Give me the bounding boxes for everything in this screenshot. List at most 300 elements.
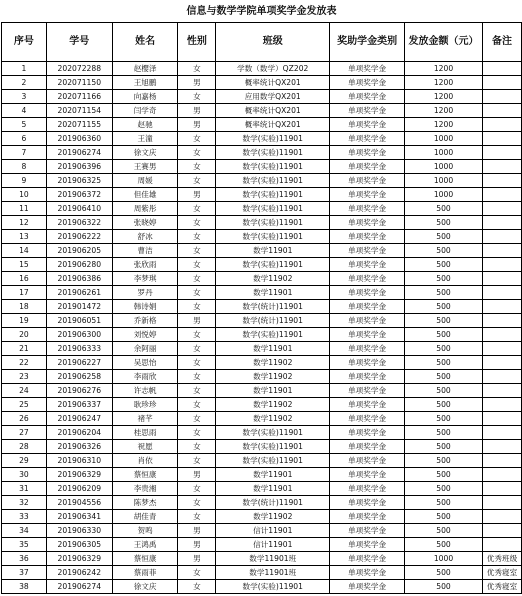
cell-student-id[interactable]: 202071150 [46,76,112,90]
cell-class[interactable]: 数学(实验)11901 [216,258,330,272]
cell-remark[interactable] [482,90,521,104]
cell-student-id[interactable]: 201906310 [46,454,112,468]
cell-gender[interactable]: 男 [178,524,216,538]
cell-index[interactable]: 28 [2,440,47,454]
cell-amount[interactable]: 500 [405,286,483,300]
cell-class[interactable]: 信计11901 [216,538,330,552]
cell-remark[interactable] [482,538,521,552]
cell-gender[interactable]: 女 [178,370,216,384]
cell-index[interactable]: 12 [2,216,47,230]
cell-index[interactable]: 17 [2,286,47,300]
cell-index[interactable]: 33 [2,510,47,524]
cell-index[interactable]: 32 [2,496,47,510]
cell-gender[interactable]: 男 [178,538,216,552]
cell-remark[interactable] [482,300,521,314]
cell-index[interactable]: 25 [2,398,47,412]
cell-class[interactable]: 数学(实验)11901 [216,202,330,216]
cell-award-type[interactable]: 单项奖学金 [330,300,405,314]
cell-award-type[interactable]: 单项奖学金 [330,90,405,104]
cell-name[interactable]: 李雨欣 [112,370,178,384]
cell-award-type[interactable]: 单项奖学金 [330,62,405,76]
cell-index[interactable]: 19 [2,314,47,328]
cell-award-type[interactable]: 单项奖学金 [330,104,405,118]
cell-remark[interactable] [482,146,521,160]
cell-name[interactable]: 韩诗娟 [112,300,178,314]
cell-amount[interactable]: 500 [405,342,483,356]
cell-amount[interactable]: 1000 [405,146,483,160]
cell-award-type[interactable]: 单项奖学金 [330,356,405,370]
cell-gender[interactable]: 女 [178,160,216,174]
cell-award-type[interactable]: 单项奖学金 [330,132,405,146]
cell-gender[interactable]: 女 [178,216,216,230]
cell-student-id[interactable]: 201906274 [46,146,112,160]
cell-remark[interactable] [482,496,521,510]
cell-gender[interactable]: 男 [178,118,216,132]
cell-class[interactable]: 数学(实验)11901 [216,174,330,188]
cell-index[interactable]: 22 [2,356,47,370]
cell-award-type[interactable]: 单项奖学金 [330,552,405,566]
cell-name[interactable]: 胡佳青 [112,510,178,524]
cell-remark[interactable] [482,174,521,188]
cell-remark[interactable] [482,440,521,454]
header-name[interactable]: 姓名 [112,23,178,62]
cell-remark[interactable] [482,188,521,202]
cell-award-type[interactable]: 单项奖学金 [330,482,405,496]
cell-gender[interactable]: 女 [178,146,216,160]
cell-name[interactable]: 乔新格 [112,314,178,328]
cell-award-type[interactable]: 单项奖学金 [330,454,405,468]
cell-award-type[interactable]: 单项奖学金 [330,328,405,342]
cell-amount[interactable]: 500 [405,370,483,384]
cell-remark[interactable]: 优秀班级 [482,552,521,566]
cell-class[interactable]: 数学11901 [216,286,330,300]
cell-class[interactable]: 数学(实验)11901 [216,216,330,230]
cell-gender[interactable]: 女 [178,328,216,342]
cell-remark[interactable] [482,510,521,524]
cell-gender[interactable]: 男 [178,104,216,118]
cell-gender[interactable]: 女 [178,426,216,440]
cell-name[interactable]: 余阿丽 [112,342,178,356]
cell-amount[interactable]: 1200 [405,76,483,90]
cell-name[interactable]: 闫学奇 [112,104,178,118]
cell-student-id[interactable]: 201906242 [46,566,112,580]
cell-award-type[interactable]: 单项奖学金 [330,370,405,384]
cell-name[interactable]: 许志帆 [112,384,178,398]
cell-student-id[interactable]: 201906329 [46,552,112,566]
cell-index[interactable]: 18 [2,300,47,314]
cell-class[interactable]: 数学11901班 [216,566,330,580]
cell-student-id[interactable]: 201906247 [46,412,112,426]
cell-gender[interactable]: 女 [178,258,216,272]
cell-gender[interactable]: 女 [178,356,216,370]
cell-remark[interactable]: 优秀寝室 [482,580,521,594]
cell-gender[interactable]: 女 [178,482,216,496]
cell-class[interactable]: 数学(统计)11901 [216,496,330,510]
cell-remark[interactable] [482,524,521,538]
cell-remark[interactable] [482,468,521,482]
cell-class[interactable]: 概率统计QX201 [216,104,330,118]
cell-name[interactable]: 周紫彤 [112,202,178,216]
cell-amount[interactable]: 1200 [405,62,483,76]
cell-name[interactable]: 王鸿禹 [112,538,178,552]
cell-award-type[interactable]: 单项奖学金 [330,258,405,272]
cell-award-type[interactable]: 单项奖学金 [330,272,405,286]
cell-name[interactable]: 徐文庆 [112,580,178,594]
cell-name[interactable]: 刘悦婷 [112,328,178,342]
cell-class[interactable]: 信计11901 [216,524,330,538]
cell-student-id[interactable]: 202071166 [46,90,112,104]
cell-index[interactable]: 11 [2,202,47,216]
cell-student-id[interactable]: 201906280 [46,258,112,272]
cell-index[interactable]: 5 [2,118,47,132]
cell-index[interactable]: 26 [2,412,47,426]
cell-name[interactable]: 陈梦杰 [112,496,178,510]
cell-student-id[interactable]: 202071154 [46,104,112,118]
cell-remark[interactable] [482,342,521,356]
cell-class[interactable]: 应用数学QX201 [216,90,330,104]
cell-student-id[interactable]: 201901472 [46,300,112,314]
cell-index[interactable]: 3 [2,90,47,104]
cell-amount[interactable]: 500 [405,510,483,524]
cell-remark[interactable] [482,370,521,384]
cell-index[interactable]: 37 [2,566,47,580]
cell-student-id[interactable]: 201906300 [46,328,112,342]
cell-remark[interactable] [482,272,521,286]
header-gender[interactable]: 性别 [178,23,216,62]
cell-award-type[interactable]: 单项奖学金 [330,286,405,300]
cell-name[interactable]: 赵樱泽 [112,62,178,76]
cell-student-id[interactable]: 201906222 [46,230,112,244]
cell-award-type[interactable]: 单项奖学金 [330,496,405,510]
cell-gender[interactable]: 男 [178,552,216,566]
cell-amount[interactable]: 500 [405,580,483,594]
cell-remark[interactable] [482,398,521,412]
sheet-title[interactable]: 信息与数学学院单项奖学金发放表 [2,1,522,23]
cell-student-id[interactable]: 201906227 [46,356,112,370]
cell-student-id[interactable]: 201906326 [46,440,112,454]
cell-student-id[interactable]: 201906329 [46,468,112,482]
cell-name[interactable]: 吴思怡 [112,356,178,370]
cell-gender[interactable]: 女 [178,244,216,258]
cell-name[interactable]: 桂思雨 [112,426,178,440]
cell-class[interactable]: 数学11901班 [216,552,330,566]
cell-award-type[interactable]: 单项奖学金 [330,202,405,216]
header-student-id[interactable]: 学号 [46,23,112,62]
cell-student-id[interactable]: 201906276 [46,384,112,398]
header-class[interactable]: 班级 [216,23,330,62]
header-award-type[interactable]: 奖助学金类别 [330,23,405,62]
cell-name[interactable]: 舒冰 [112,230,178,244]
cell-index[interactable]: 30 [2,468,47,482]
cell-index[interactable]: 15 [2,258,47,272]
cell-student-id[interactable]: 201906396 [46,160,112,174]
cell-index[interactable]: 24 [2,384,47,398]
cell-award-type[interactable]: 单项奖学金 [330,146,405,160]
cell-index[interactable]: 38 [2,580,47,594]
cell-remark[interactable] [482,314,521,328]
cell-gender[interactable]: 女 [178,496,216,510]
cell-student-id[interactable]: 201906051 [46,314,112,328]
cell-award-type[interactable]: 单项奖学金 [330,510,405,524]
cell-award-type[interactable]: 单项奖学金 [330,384,405,398]
cell-remark[interactable] [482,258,521,272]
cell-award-type[interactable]: 单项奖学金 [330,314,405,328]
cell-index[interactable]: 13 [2,230,47,244]
cell-class[interactable]: 数学(实验)11901 [216,580,330,594]
cell-index[interactable]: 1 [2,62,47,76]
cell-amount[interactable]: 500 [405,440,483,454]
cell-index[interactable]: 27 [2,426,47,440]
cell-class[interactable]: 数学(统计)11901 [216,300,330,314]
cell-class[interactable]: 数学(实验)11901 [216,146,330,160]
cell-gender[interactable]: 女 [178,412,216,426]
cell-gender[interactable]: 男 [178,468,216,482]
cell-name[interactable]: 贺鸣 [112,524,178,538]
cell-class[interactable]: 数学(实验)11901 [216,188,330,202]
cell-amount[interactable]: 500 [405,538,483,552]
cell-index[interactable]: 31 [2,482,47,496]
cell-name[interactable]: 向嘉杨 [112,90,178,104]
cell-class[interactable]: 数学11902 [216,356,330,370]
cell-student-id[interactable]: 201906360 [46,132,112,146]
cell-remark[interactable] [482,160,521,174]
cell-remark[interactable] [482,132,521,146]
cell-class[interactable]: 概率统计QX201 [216,76,330,90]
cell-gender[interactable]: 女 [178,90,216,104]
cell-index[interactable]: 14 [2,244,47,258]
cell-gender[interactable]: 女 [178,272,216,286]
cell-gender[interactable]: 男 [178,314,216,328]
cell-amount[interactable]: 1000 [405,552,483,566]
cell-gender[interactable]: 男 [178,76,216,90]
cell-index[interactable]: 8 [2,160,47,174]
cell-index[interactable]: 29 [2,454,47,468]
cell-amount[interactable]: 500 [405,412,483,426]
cell-index[interactable]: 20 [2,328,47,342]
cell-amount[interactable]: 500 [405,496,483,510]
cell-name[interactable]: 祝愿 [112,440,178,454]
cell-class[interactable]: 数学(实验)11901 [216,426,330,440]
cell-amount[interactable]: 500 [405,314,483,328]
cell-name[interactable]: 罗丹 [112,286,178,300]
cell-student-id[interactable]: 201906337 [46,398,112,412]
cell-amount[interactable]: 500 [405,524,483,538]
cell-award-type[interactable]: 单项奖学金 [330,426,405,440]
cell-award-type[interactable]: 单项奖学金 [330,412,405,426]
cell-award-type[interactable]: 单项奖学金 [330,160,405,174]
cell-amount[interactable]: 1200 [405,118,483,132]
cell-class[interactable]: 数学11901 [216,244,330,258]
cell-amount[interactable]: 500 [405,328,483,342]
cell-class[interactable]: 数学11902 [216,370,330,384]
cell-student-id[interactable]: 201906305 [46,538,112,552]
cell-student-id[interactable]: 202072288 [46,62,112,76]
cell-gender[interactable]: 女 [178,230,216,244]
header-amount[interactable]: 发放金额（元） [405,23,483,62]
cell-gender[interactable]: 女 [178,174,216,188]
cell-student-id[interactable]: 201906204 [46,426,112,440]
cell-gender[interactable]: 男 [178,188,216,202]
cell-award-type[interactable]: 单项奖学金 [330,566,405,580]
cell-student-id[interactable]: 201906258 [46,370,112,384]
cell-remark[interactable] [482,118,521,132]
cell-class[interactable]: 数学11902 [216,272,330,286]
cell-name[interactable]: 王旭鹏 [112,76,178,90]
cell-gender[interactable]: 女 [178,202,216,216]
cell-remark[interactable] [482,412,521,426]
cell-index[interactable]: 34 [2,524,47,538]
cell-index[interactable]: 7 [2,146,47,160]
cell-remark[interactable] [482,356,521,370]
cell-index[interactable]: 23 [2,370,47,384]
cell-student-id[interactable]: 201906410 [46,202,112,216]
cell-index[interactable]: 21 [2,342,47,356]
cell-award-type[interactable]: 单项奖学金 [330,118,405,132]
cell-name[interactable]: 肖依 [112,454,178,468]
cell-index[interactable]: 2 [2,76,47,90]
cell-amount[interactable]: 1000 [405,132,483,146]
cell-amount[interactable]: 500 [405,356,483,370]
cell-student-id[interactable]: 201906325 [46,174,112,188]
cell-amount[interactable]: 500 [405,482,483,496]
cell-award-type[interactable]: 单项奖学金 [330,524,405,538]
cell-index[interactable]: 16 [2,272,47,286]
cell-student-id[interactable]: 201906205 [46,244,112,258]
cell-student-id[interactable]: 201906333 [46,342,112,356]
cell-student-id[interactable]: 202071155 [46,118,112,132]
cell-amount[interactable]: 500 [405,384,483,398]
cell-amount[interactable]: 1000 [405,188,483,202]
cell-class[interactable]: 数学11902 [216,398,330,412]
cell-name[interactable]: 李贵湘 [112,482,178,496]
cell-gender[interactable]: 女 [178,342,216,356]
cell-remark[interactable] [482,216,521,230]
cell-award-type[interactable]: 单项奖学金 [330,398,405,412]
cell-student-id[interactable]: 201904556 [46,496,112,510]
cell-class[interactable]: 数学(统计)11901 [216,314,330,328]
cell-remark[interactable] [482,454,521,468]
cell-class[interactable]: 数学(实验)11901 [216,132,330,146]
cell-remark[interactable] [482,384,521,398]
cell-amount[interactable]: 500 [405,216,483,230]
cell-amount[interactable]: 500 [405,454,483,468]
cell-remark[interactable] [482,482,521,496]
cell-student-id[interactable]: 201906209 [46,482,112,496]
cell-name[interactable]: 赵驰 [112,118,178,132]
cell-remark[interactable] [482,202,521,216]
cell-gender[interactable]: 女 [178,398,216,412]
cell-name[interactable]: 褚芊 [112,412,178,426]
cell-student-id[interactable]: 201906261 [46,286,112,300]
cell-gender[interactable]: 女 [178,62,216,76]
cell-award-type[interactable]: 单项奖学金 [330,216,405,230]
cell-amount[interactable]: 1200 [405,90,483,104]
cell-remark[interactable] [482,244,521,258]
cell-remark[interactable] [482,76,521,90]
cell-amount[interactable]: 500 [405,426,483,440]
cell-award-type[interactable]: 单项奖学金 [330,580,405,594]
cell-award-type[interactable]: 单项奖学金 [330,538,405,552]
cell-amount[interactable]: 500 [405,468,483,482]
cell-gender[interactable]: 女 [178,580,216,594]
cell-remark[interactable] [482,286,521,300]
header-index[interactable]: 序号 [2,23,47,62]
cell-award-type[interactable]: 单项奖学金 [330,468,405,482]
cell-student-id[interactable]: 201906341 [46,510,112,524]
cell-class[interactable]: 数学11901 [216,468,330,482]
cell-amount[interactable]: 1200 [405,104,483,118]
cell-award-type[interactable]: 单项奖学金 [330,342,405,356]
cell-name[interactable]: 张晓婷 [112,216,178,230]
cell-gender[interactable]: 女 [178,300,216,314]
cell-award-type[interactable]: 单项奖学金 [330,244,405,258]
cell-remark[interactable] [482,62,521,76]
cell-index[interactable]: 6 [2,132,47,146]
cell-amount[interactable]: 500 [405,258,483,272]
cell-index[interactable]: 4 [2,104,47,118]
cell-award-type[interactable]: 单项奖学金 [330,174,405,188]
cell-amount[interactable]: 1000 [405,160,483,174]
cell-class[interactable]: 数学(实验)11901 [216,230,330,244]
cell-amount[interactable]: 500 [405,300,483,314]
cell-index[interactable]: 9 [2,174,47,188]
cell-remark[interactable]: 优秀寝室 [482,566,521,580]
cell-gender[interactable]: 女 [178,132,216,146]
cell-name[interactable]: 徐文庆 [112,146,178,160]
cell-remark[interactable] [482,426,521,440]
cell-amount[interactable]: 500 [405,566,483,580]
cell-class[interactable]: 数学11901 [216,482,330,496]
cell-class[interactable]: 数学11902 [216,412,330,426]
cell-award-type[interactable]: 单项奖学金 [330,188,405,202]
cell-class[interactable]: 数学(实验)11901 [216,160,330,174]
cell-award-type[interactable]: 单项奖学金 [330,76,405,90]
cell-index[interactable]: 10 [2,188,47,202]
cell-index[interactable]: 35 [2,538,47,552]
cell-name[interactable]: 王赛男 [112,160,178,174]
cell-amount[interactable]: 500 [405,202,483,216]
cell-class[interactable]: 学数（数学）QZ202 [216,62,330,76]
cell-class[interactable]: 数学11901 [216,384,330,398]
cell-gender[interactable]: 女 [178,454,216,468]
cell-name[interactable]: 李梦琪 [112,272,178,286]
cell-name[interactable]: 曹洁 [112,244,178,258]
cell-class[interactable]: 概率统计QX201 [216,118,330,132]
cell-student-id[interactable]: 201906274 [46,580,112,594]
cell-student-id[interactable]: 201906386 [46,272,112,286]
cell-class[interactable]: 数学(实验)11901 [216,328,330,342]
cell-amount[interactable]: 500 [405,398,483,412]
cell-student-id[interactable]: 201906330 [46,524,112,538]
cell-name[interactable]: 蔡雨菲 [112,566,178,580]
cell-name[interactable]: 周媛 [112,174,178,188]
cell-award-type[interactable]: 单项奖学金 [330,230,405,244]
cell-student-id[interactable]: 201906372 [46,188,112,202]
cell-name[interactable]: 蔡恒康 [112,552,178,566]
cell-amount[interactable]: 500 [405,272,483,286]
cell-name[interactable]: 但佳雄 [112,188,178,202]
cell-name[interactable]: 王潼 [112,132,178,146]
cell-class[interactable]: 数学(实验)11901 [216,440,330,454]
cell-name[interactable]: 耿珍珍 [112,398,178,412]
cell-class[interactable]: 数学11902 [216,510,330,524]
cell-name[interactable]: 蔡恒康 [112,468,178,482]
cell-gender[interactable]: 女 [178,510,216,524]
cell-amount[interactable]: 1000 [405,174,483,188]
cell-amount[interactable]: 500 [405,244,483,258]
cell-class[interactable]: 数学(实验)11901 [216,454,330,468]
cell-remark[interactable] [482,230,521,244]
